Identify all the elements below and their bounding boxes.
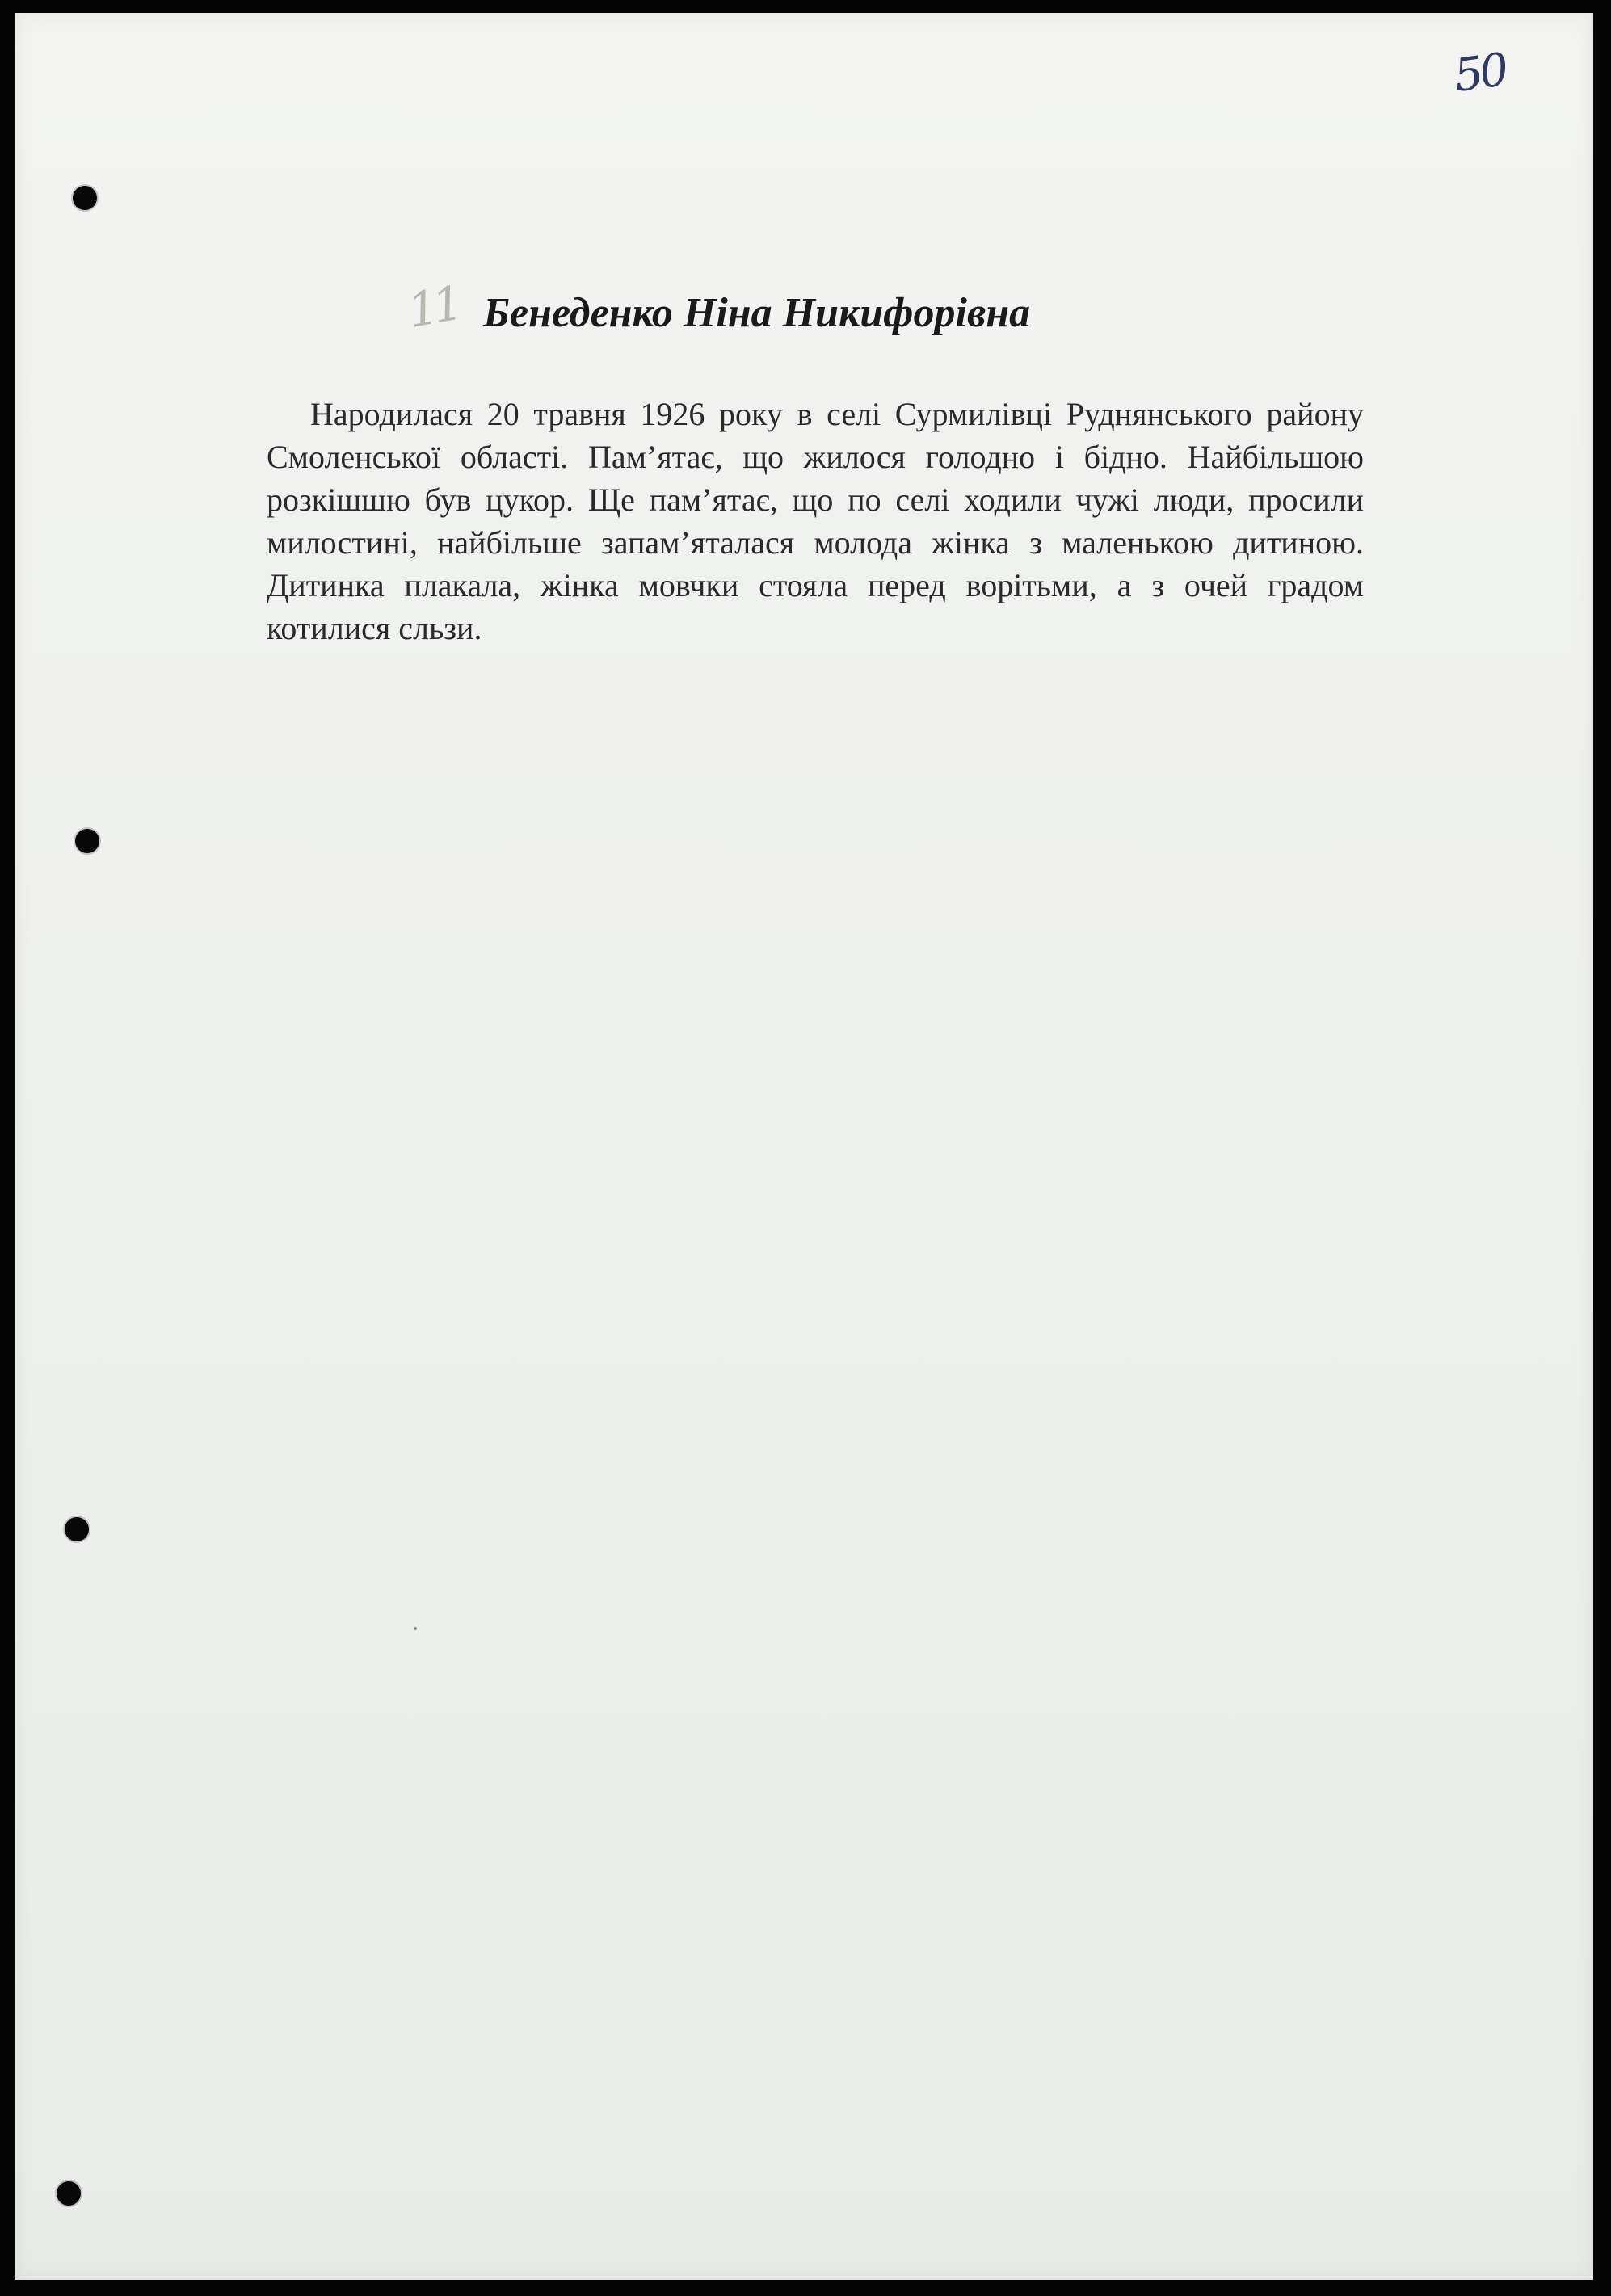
document-body	[267, 393, 1364, 650]
punch-hole	[65, 1517, 89, 1541]
body-paragraph: Народилася 20 травня 1926 року в селі Сурмилівці Руднянського району Смоленської області. Пам’ятає, що жилося голодно і бідно. Найбільшою розкішшю був цукор. Ще пам’ятає, що по селі ходили чужі люди, просили милостині, найбільше запам’яталася молода жінка з маленькою дитиною. Дитинка плакала, жінка мовчки стояла перед ворітьми, а з очей градом котилися сльзи.	[267, 396, 1364, 646]
pencil-margin-mark: 11	[403, 275, 463, 339]
document-title: Бенеденко Ніна Никифорівна	[483, 290, 1031, 336]
punch-hole	[73, 186, 97, 210]
paper-speck	[414, 1627, 417, 1630]
punch-hole	[75, 829, 99, 853]
handwritten-page-number: 50	[1450, 43, 1509, 103]
punch-hole	[57, 2181, 81, 2206]
document-page	[15, 13, 1593, 2280]
